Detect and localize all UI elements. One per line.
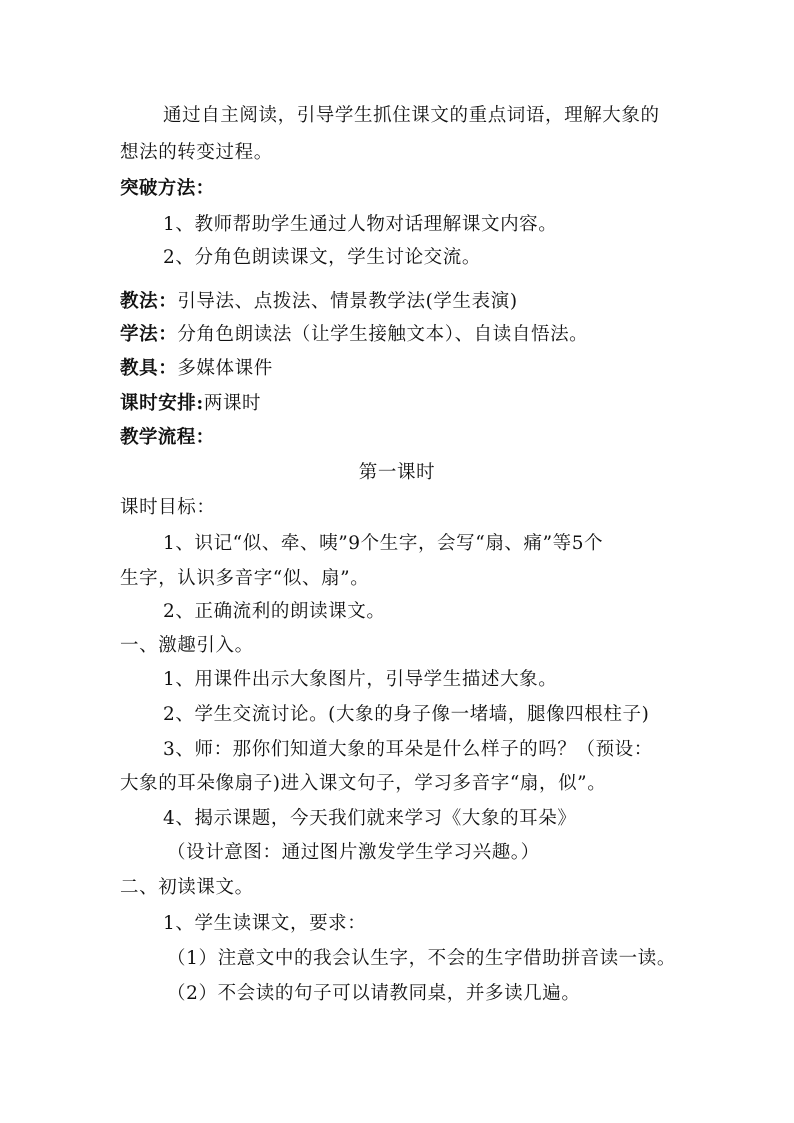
section-2-item-1: 1、学生读课文，要求： (163, 913, 367, 934)
tools-label: 教具： (120, 358, 178, 379)
section-1-item-2: 2、学生交流讨论。(大象的身子像一堵墙，腿像四根柱子) (163, 704, 650, 725)
process-heading: 教学流程： (120, 427, 215, 448)
breakthrough-heading: 突破方法： (120, 178, 215, 199)
goal-1-line: 1、识记“似、牵、咦”9个生字，会写“扇、痛”等5个 (163, 533, 604, 554)
goal-1-line: 生字，认识多音字“似、扇”。 (120, 568, 370, 589)
section-1-item-1: 1、用课件出示大象图片，引导学生描述大象。 (163, 669, 558, 690)
section-1-design-note: （设计意图：通过图片激发学生学习兴趣。） (167, 842, 540, 863)
teaching-method-line (120, 289, 680, 315)
goals-label: 课时目标： (120, 497, 216, 518)
learning-method-line (120, 322, 680, 348)
paragraph-line: 通过自主阅读，引导学生抓住课文的重点词语，理解大象的 (163, 105, 660, 126)
section-1-item-3: 3、师：那你们知道大象的耳朵是什么样子的吗？（预设： (163, 739, 653, 760)
paragraph-line: 想法的转变过程。 (120, 142, 273, 163)
section-2-heading: 二、初读课文。 (120, 877, 254, 898)
section-1-item-3: 大象的耳朵像扇子)进入课文句子，学习多音字“扇，似”。 (120, 773, 607, 794)
lesson-title: 第一课时 (358, 462, 436, 483)
tools-line (120, 356, 680, 382)
tools-value: 多媒体课件 (177, 358, 273, 379)
teaching-method-label: 教法： (120, 291, 178, 312)
breakthrough-item-1: 1、教师帮助学生通过人物对话理解课文内容。 (163, 214, 558, 235)
section-2-requirement-1: （1）注意文中的我会认生字，不会的生字借助拼音读一读。 (167, 948, 676, 969)
goal-2: 2、正确流利的朗读课文。 (163, 601, 386, 622)
schedule-label: 课时安排: (120, 393, 204, 414)
schedule-line (120, 391, 680, 417)
breakthrough-item-2: 2、分角色朗读课文，学生讨论交流。 (163, 247, 481, 268)
schedule-value: 两课时 (203, 393, 262, 414)
section-1-item-4: 4、揭示课题，今天我们就来学习《大象的耳朵》 (163, 808, 577, 829)
learning-method-value: 分角色朗读法（让学生接触文本）、自读自悟法。 (177, 324, 589, 345)
section-2-requirement-2: （2）不会读的句子可以请教同桌，并多读几遍。 (167, 983, 581, 1004)
teaching-method-value: 引导法、点拨法、情景教学法(学生表演) (177, 291, 518, 312)
section-1-heading: 一、激趣引入。 (120, 635, 254, 656)
learning-method-label: 学法： (120, 324, 178, 345)
